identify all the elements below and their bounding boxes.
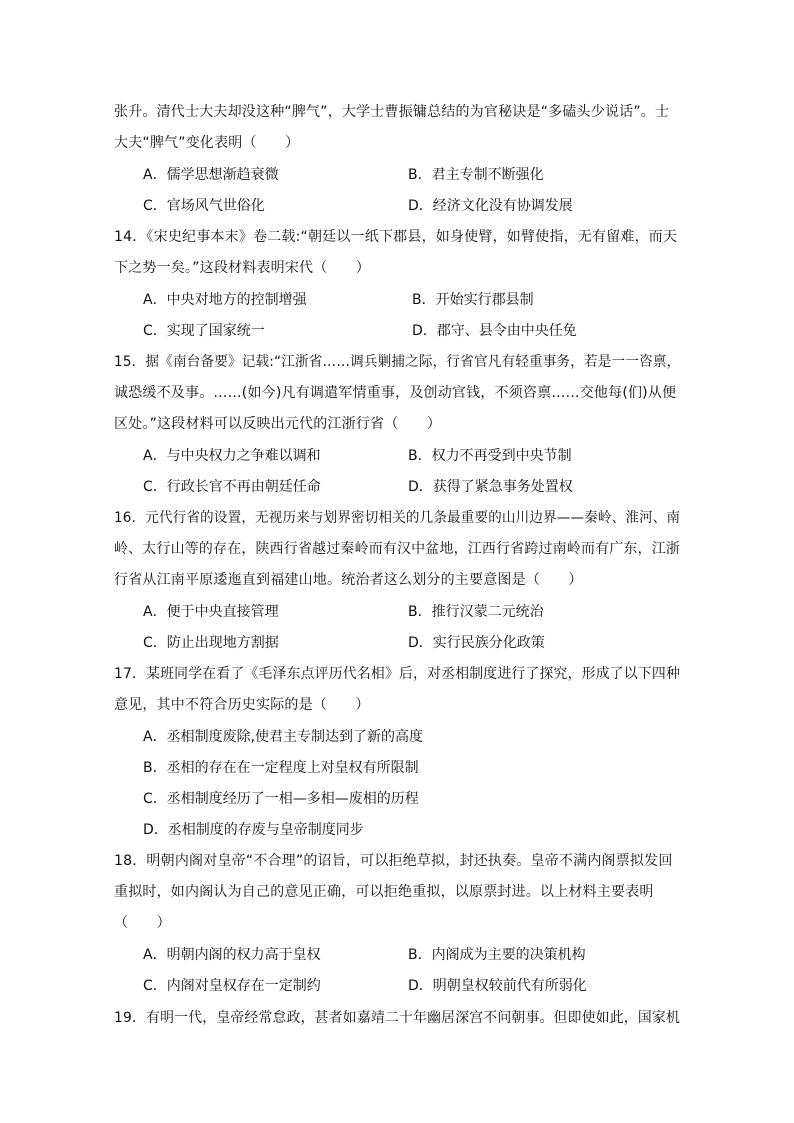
option-a: A．与中央权力之争难以调和 [143, 448, 321, 464]
option-c: C．行政长官不再由朝廷任命 [143, 479, 321, 495]
option-c: C．官场风气世俗化 [143, 198, 265, 214]
option-d: D．获得了紧急事务处置权 [408, 479, 573, 495]
option-c: C．防止出现地方割据 [143, 635, 279, 651]
option-b: B．权力不再受到中央节制 [408, 448, 572, 464]
option-d: D．郡守、县令由中央任免 [412, 323, 577, 339]
question-text-line: 张升。清代士大夫却没这种“脾气”，大学士曹振镛总结的为官秘诀是“多磕头少说话”。士 [114, 104, 670, 120]
option-b: B．丞相的存在在一定程度上对皇权有所限制 [143, 760, 419, 776]
question-14-text: 14．《宋史纪事本末》卷二载:“朝廷以一纸下郡县，如身使臂，如臂使指，无有留难，而天 [114, 229, 678, 245]
option-b: B．君主专制不断强化 [408, 167, 544, 183]
question-17-text: 17．某班同学在看了《毛泽东点评历代名相》后，对丞相制度进行了探究，形成了以下四种 [114, 666, 681, 682]
question-15-text: 15．据《南台备要》记载:“江浙省……调兵剿捕之际，行省官凡有轻重事务，若是一一咨禀， [114, 354, 681, 370]
question-18-text: 重拟时，如内阁认为自己的意见正确，可以拒绝重拟，以原票封进。以上材料主要表明 [114, 884, 654, 900]
option-a: A．儒学思想渐趋衰微 [143, 167, 279, 183]
option-d: D．明朝皇权较前代有所弱化 [408, 978, 587, 994]
question-15-text: 诚恐缓不及事。……(如今)凡有调遣军情重事，及创动官钱，不须咨禀……交他每(们)从便 [114, 385, 677, 401]
option-b: B．内阁成为主要的决策机构 [408, 947, 586, 963]
question-16-text: 16．元代行省的设置，无视历来与划界密切相关的几条最重要的山川边界——秦岭、淮河、南 [114, 510, 681, 526]
option-d: D．实行民族分化政策 [408, 635, 545, 651]
option-c: C．内阁对皇权存在一定制约 [143, 978, 321, 994]
option-b: B．开始实行郡县制 [412, 292, 534, 308]
question-18-text: 18．明朝内阁对皇帝“不合理”的诏旨，可以拒绝草拟，封还执奏。皇帝不满内阁票拟发回 [114, 853, 673, 869]
question-18-text: （ ） [114, 915, 171, 931]
question-text-line: 大夫“脾气”变化表明（ ） [114, 135, 300, 151]
question-17-text: 意见，其中不符合历史实际的是（ ） [114, 697, 370, 713]
option-a: A．便于中央直接管理 [143, 604, 279, 620]
option-b: B．推行汉蒙二元统治 [408, 604, 544, 620]
question-14-text: 下之势一矣。”这段材料表明宋代（ ） [114, 260, 371, 276]
option-c: C．实现了国家统一 [143, 323, 265, 339]
option-a: A．丞相制度废除,使君主专制达到了新的高度 [143, 729, 424, 745]
question-16-text: 行省从江南平原逶迤直到福建山地。统治者这么划分的主要意图是（ ） [114, 572, 583, 588]
question-16-text: 岭、太行山等的存在，陕西行省越过秦岭而有汉中盆地，江西行省跨过南岭而有广东，江浙 [114, 541, 681, 557]
question-19-text: 19．有明一代，皇帝经常怠政，甚者如嘉靖二十年幽居深宫不问朝事。但即使如此，国家机 [114, 1010, 681, 1026]
question-15-text: 区处。”这段材料可以反映出元代的江浙行省（ ） [114, 416, 442, 432]
option-d: D．丞相制度的存废与皇帝制度同步 [143, 822, 364, 838]
option-a: A．明朝内阁的权力高于皇权 [143, 947, 321, 963]
option-a: A．中央对地方的控制增强 [143, 292, 307, 308]
option-d: D．经济文化没有协调发展 [408, 198, 573, 214]
option-c: C．丞相制度经历了一相—多相—废相的历程 [143, 791, 419, 807]
